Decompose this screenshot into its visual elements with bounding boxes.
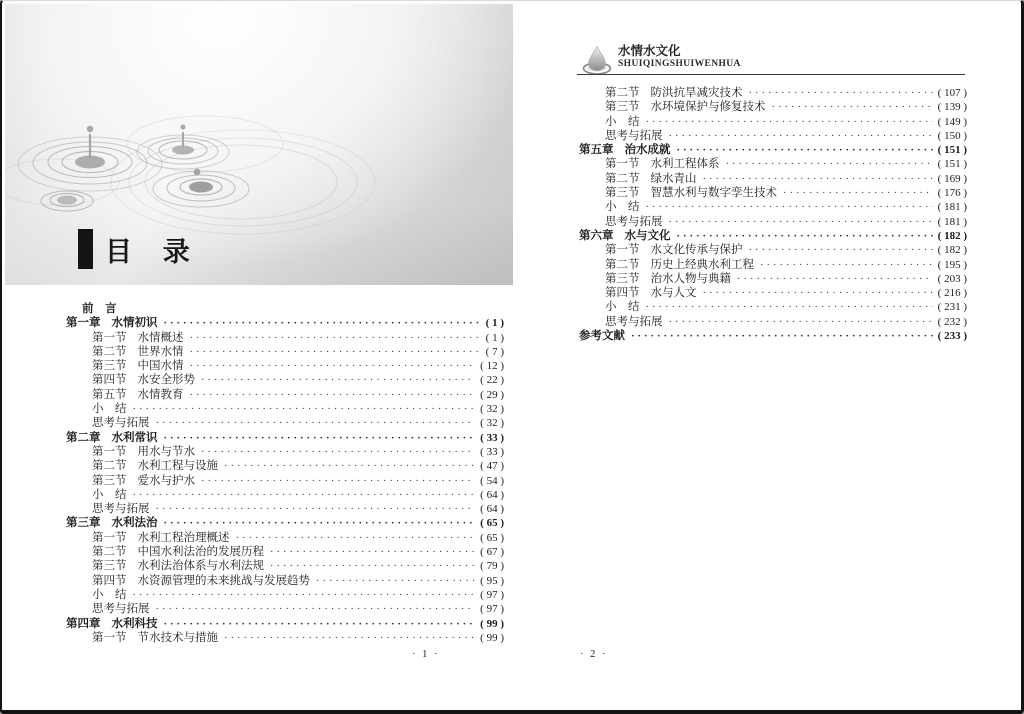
toc-entry bbox=[66, 531, 504, 545]
entry-title: 治水人物与典籍 bbox=[650, 272, 731, 285]
entry-title: 思考与拓展 bbox=[605, 215, 663, 228]
entry-number: 第二节 bbox=[605, 87, 640, 99]
toc-entry bbox=[66, 502, 504, 516]
dot-leader bbox=[749, 243, 933, 258]
entry-page-number: ( 151 ) bbox=[937, 158, 967, 171]
entry-page-number: ( 33 ) bbox=[480, 445, 504, 458]
entry-number: 第五节 bbox=[92, 388, 127, 401]
toc-list-left bbox=[66, 302, 504, 645]
entry-title: 水情教育 bbox=[137, 388, 184, 401]
entry-number: 第二节 bbox=[605, 258, 640, 271]
entry-page-number: ( 182 ) bbox=[937, 244, 967, 257]
dot-leader bbox=[190, 345, 481, 360]
entry-title: 治水成就 bbox=[624, 144, 671, 157]
brand-name-cn: 水情水文化 bbox=[618, 44, 681, 58]
entry-number: 第六章 bbox=[579, 229, 614, 242]
dot-leader bbox=[669, 315, 933, 330]
folio-left: · 1 · bbox=[412, 649, 440, 660]
toc-entry bbox=[579, 200, 967, 214]
entry-page-number: ( 1 ) bbox=[485, 331, 504, 344]
brand-name-en: SHUIQINGSHUIWENHUA bbox=[618, 59, 741, 69]
entry-title: 绿水青山 bbox=[650, 172, 697, 185]
entry-number: 第一节 bbox=[92, 631, 127, 644]
toc-entry bbox=[579, 100, 967, 114]
brand-text bbox=[618, 44, 741, 70]
toc-entry bbox=[66, 545, 504, 559]
toc-entry bbox=[66, 388, 504, 402]
dot-leader bbox=[190, 388, 476, 403]
entry-page-number: ( 95 ) bbox=[480, 574, 504, 587]
entry-page-number: ( 65 ) bbox=[480, 531, 504, 544]
entry-number: 第三节 bbox=[92, 560, 127, 573]
entry-title: 水安全形势 bbox=[137, 374, 195, 387]
dot-leader bbox=[156, 502, 476, 517]
toc-entry bbox=[66, 359, 504, 373]
entry-number: 第二节 bbox=[92, 546, 127, 559]
entry-page-number: ( 195 ) bbox=[937, 258, 967, 271]
entry-page-number: ( 65 ) bbox=[480, 517, 504, 530]
dot-leader bbox=[133, 588, 476, 603]
dot-leader bbox=[631, 329, 933, 344]
entry-page-number: ( 32 ) bbox=[480, 417, 504, 430]
dot-leader bbox=[133, 488, 476, 503]
toc-entry bbox=[66, 445, 504, 459]
dot-leader bbox=[164, 316, 481, 331]
toc-entry bbox=[579, 329, 967, 343]
toc-entry bbox=[66, 459, 504, 473]
entry-title: 水利工程体系 bbox=[650, 158, 720, 171]
entry-number: 第二节 bbox=[92, 345, 127, 358]
entry-title: 水利工程治理概述 bbox=[137, 531, 230, 544]
entry-page-number: ( 233 ) bbox=[937, 330, 967, 343]
toc-entry bbox=[579, 86, 967, 100]
entry-title: 中国水利法治的发展历程 bbox=[137, 546, 264, 559]
entry-page-number: ( 12 ) bbox=[480, 360, 504, 373]
toc-entry bbox=[579, 157, 967, 171]
entry-number: 第四章 bbox=[66, 617, 101, 630]
dot-leader bbox=[316, 574, 475, 589]
entry-title: 爱水与护水 bbox=[137, 474, 195, 487]
dot-leader bbox=[772, 100, 933, 115]
toc-entry bbox=[66, 602, 504, 616]
entry-page-number: ( 7 ) bbox=[485, 345, 504, 358]
entry-title: 参考文献 bbox=[579, 330, 625, 343]
dot-leader bbox=[201, 474, 475, 489]
entry-title: 水环境保护与修复技术 bbox=[650, 101, 766, 114]
dot-leader bbox=[760, 258, 933, 273]
dot-leader bbox=[236, 531, 476, 546]
dot-leader bbox=[164, 431, 476, 446]
dot-leader bbox=[703, 286, 933, 301]
dot-leader bbox=[164, 516, 476, 531]
dot-leader bbox=[190, 359, 476, 374]
toc-entry bbox=[66, 516, 504, 530]
toc-entry bbox=[579, 143, 967, 157]
entry-number: 第三节 bbox=[92, 474, 127, 487]
entry-title: 水利工程与设施 bbox=[137, 460, 218, 473]
toc-list-right bbox=[579, 86, 967, 343]
toc-entry bbox=[66, 631, 504, 645]
header-divider bbox=[577, 74, 965, 75]
toc-entry bbox=[66, 373, 504, 387]
entry-page-number: ( 181 ) bbox=[937, 215, 967, 228]
page-title: 目 录 bbox=[105, 236, 202, 267]
entry-title: 历史上经典水利工程 bbox=[650, 258, 754, 271]
entry-page-number: ( 99 ) bbox=[480, 631, 504, 644]
dot-leader bbox=[726, 157, 933, 172]
entry-title: 节水技术与措施 bbox=[137, 631, 218, 644]
entry-title: 中国水情 bbox=[137, 360, 184, 373]
entry-title: 小 结 bbox=[605, 201, 640, 214]
toc-entry bbox=[66, 474, 504, 488]
toc-entry bbox=[66, 345, 504, 359]
dot-leader bbox=[703, 172, 933, 187]
entry-page-number: ( 29 ) bbox=[480, 388, 504, 401]
toc-entry bbox=[579, 186, 967, 200]
toc-entry bbox=[579, 115, 967, 129]
entry-title: 水与文化 bbox=[624, 229, 671, 242]
toc-entry bbox=[66, 588, 504, 602]
toc-entry bbox=[66, 302, 504, 316]
dot-leader bbox=[270, 545, 475, 560]
entry-number: 第一节 bbox=[92, 331, 127, 344]
dot-leader bbox=[783, 186, 933, 201]
entry-title: 防洪抗旱减灾技术 bbox=[650, 87, 743, 99]
entry-title: 用水与节水 bbox=[137, 445, 195, 458]
entry-page-number: ( 150 ) bbox=[937, 129, 967, 142]
dot-leader bbox=[270, 559, 475, 574]
entry-title: 水利法治 bbox=[111, 517, 158, 530]
water-ripple-photo bbox=[5, 4, 513, 285]
entry-page-number: ( 99 ) bbox=[480, 617, 504, 630]
dot-leader bbox=[224, 459, 475, 474]
entry-number: 第四节 bbox=[92, 374, 127, 387]
entry-page-number: ( 216 ) bbox=[937, 287, 967, 300]
entry-page-number: ( 149 ) bbox=[937, 115, 967, 128]
entry-number: 第四节 bbox=[605, 287, 640, 300]
entry-page-number: ( 151 ) bbox=[937, 144, 967, 157]
entry-number: 第二节 bbox=[605, 172, 640, 185]
entry-page-number: ( 22 ) bbox=[480, 374, 504, 387]
entry-number: 第一章 bbox=[66, 317, 101, 330]
entry-page-number: ( 32 ) bbox=[480, 403, 504, 416]
entry-page-number: ( 139 ) bbox=[937, 101, 967, 114]
entry-page-number: ( 107 ) bbox=[937, 87, 967, 99]
entry-title: 思考与拓展 bbox=[92, 503, 150, 516]
entry-page-number: ( 203 ) bbox=[937, 272, 967, 285]
entry-page-number: ( 181 ) bbox=[937, 201, 967, 214]
toc-entry bbox=[579, 129, 967, 143]
entry-title: 水情初识 bbox=[111, 317, 158, 330]
entry-title: 小 结 bbox=[92, 403, 127, 416]
entry-page-number: ( 79 ) bbox=[480, 560, 504, 573]
entry-title: 小 结 bbox=[605, 301, 640, 314]
dot-leader bbox=[749, 86, 933, 101]
toc-entry bbox=[66, 416, 504, 430]
entry-title: 世界水情 bbox=[137, 345, 184, 358]
entry-title: 思考与拓展 bbox=[605, 315, 663, 328]
dot-leader bbox=[133, 402, 476, 417]
entry-title: 思考与拓展 bbox=[92, 417, 150, 430]
toc-entry bbox=[66, 488, 504, 502]
entry-page-number: ( 231 ) bbox=[937, 301, 967, 314]
toc-entry bbox=[66, 331, 504, 345]
dot-leader bbox=[737, 272, 933, 287]
entry-title: 水与人文 bbox=[650, 287, 697, 300]
toc-entry bbox=[66, 617, 504, 631]
entry-title: 水利科技 bbox=[111, 617, 158, 630]
entry-number: 第一节 bbox=[92, 445, 127, 458]
toc-entry bbox=[579, 243, 967, 257]
entry-number: 第一节 bbox=[605, 158, 640, 171]
toc-entry bbox=[66, 574, 504, 588]
entry-page-number: ( 182 ) bbox=[937, 229, 967, 242]
entry-number: 第一节 bbox=[605, 244, 640, 257]
entry-title: 水利常识 bbox=[111, 431, 158, 444]
entry-title: 思考与拓展 bbox=[92, 603, 150, 616]
entry-title: 思考与拓展 bbox=[605, 129, 663, 142]
entry-page-number: ( 176 ) bbox=[937, 187, 967, 200]
entry-title: 小 结 bbox=[92, 588, 127, 601]
dot-leader bbox=[201, 445, 475, 460]
dot-leader bbox=[646, 115, 933, 130]
folio-right: · 2 · bbox=[580, 649, 608, 660]
right-page bbox=[514, 1, 1024, 714]
dot-leader bbox=[190, 331, 481, 346]
entry-title: 水情概述 bbox=[137, 331, 184, 344]
dot-leader bbox=[201, 373, 475, 388]
left-page bbox=[2, 1, 514, 714]
entry-title: 前 言 bbox=[82, 303, 117, 315]
dot-leader bbox=[156, 416, 476, 431]
entry-page-number: ( 67 ) bbox=[480, 546, 504, 559]
dot-leader bbox=[164, 617, 476, 632]
entry-number: 第一节 bbox=[92, 531, 127, 544]
entry-number: 第三节 bbox=[92, 360, 127, 373]
brand-header bbox=[580, 44, 741, 76]
entry-title: 智慧水利与数字孪生技术 bbox=[650, 187, 777, 200]
dot-leader bbox=[669, 215, 933, 230]
entry-title: 水利法治体系与水利法规 bbox=[137, 560, 264, 573]
toc-entry bbox=[579, 315, 967, 329]
entry-number: 第二节 bbox=[92, 460, 127, 473]
toc-entry bbox=[66, 316, 504, 330]
toc-entry bbox=[66, 402, 504, 416]
entry-number: 第三章 bbox=[66, 517, 101, 530]
toc-entry bbox=[579, 300, 967, 314]
dot-leader bbox=[646, 300, 933, 315]
title-accent-bar bbox=[78, 229, 93, 269]
entry-page-number: ( 64 ) bbox=[480, 503, 504, 516]
dot-leader bbox=[646, 200, 933, 215]
toc-entry bbox=[579, 286, 967, 300]
toc-entry bbox=[66, 559, 504, 573]
water-drop-logo-icon bbox=[580, 44, 614, 76]
dot-leader bbox=[224, 631, 475, 646]
dot-leader bbox=[156, 602, 476, 617]
toc-entry bbox=[579, 229, 967, 243]
entry-title: 小 结 bbox=[92, 488, 127, 501]
entry-page-number: ( 97 ) bbox=[480, 588, 504, 601]
entry-title: 小 结 bbox=[605, 115, 640, 128]
entry-page-number: ( 64 ) bbox=[480, 488, 504, 501]
toc-entry bbox=[579, 272, 967, 286]
entry-number: 第三节 bbox=[605, 187, 640, 200]
toc-title-block bbox=[78, 229, 202, 269]
entry-number: 第四节 bbox=[92, 574, 127, 587]
entry-number: 第三节 bbox=[605, 101, 640, 114]
toc-entry bbox=[579, 172, 967, 186]
entry-page-number: ( 169 ) bbox=[937, 172, 967, 185]
toc-entry bbox=[579, 215, 967, 229]
entry-page-number: ( 232 ) bbox=[937, 315, 967, 328]
dot-leader bbox=[669, 129, 933, 144]
dot-leader bbox=[677, 143, 933, 158]
entry-title: 水资源管理的未来挑战与发展趋势 bbox=[137, 574, 310, 587]
dot-leader bbox=[677, 229, 933, 244]
entry-page-number: ( 97 ) bbox=[480, 603, 504, 616]
entry-number: 第五章 bbox=[579, 144, 614, 157]
entry-page-number: ( 1 ) bbox=[485, 317, 504, 330]
entry-page-number: ( 47 ) bbox=[480, 460, 504, 473]
entry-page-number: ( 54 ) bbox=[480, 474, 504, 487]
entry-number: 第三节 bbox=[605, 272, 640, 285]
entry-page-number: ( 33 ) bbox=[480, 431, 504, 444]
entry-title: 水文化传承与保护 bbox=[650, 244, 743, 257]
toc-entry bbox=[579, 258, 967, 272]
entry-number: 第二章 bbox=[66, 431, 101, 444]
toc-entry bbox=[66, 431, 504, 445]
